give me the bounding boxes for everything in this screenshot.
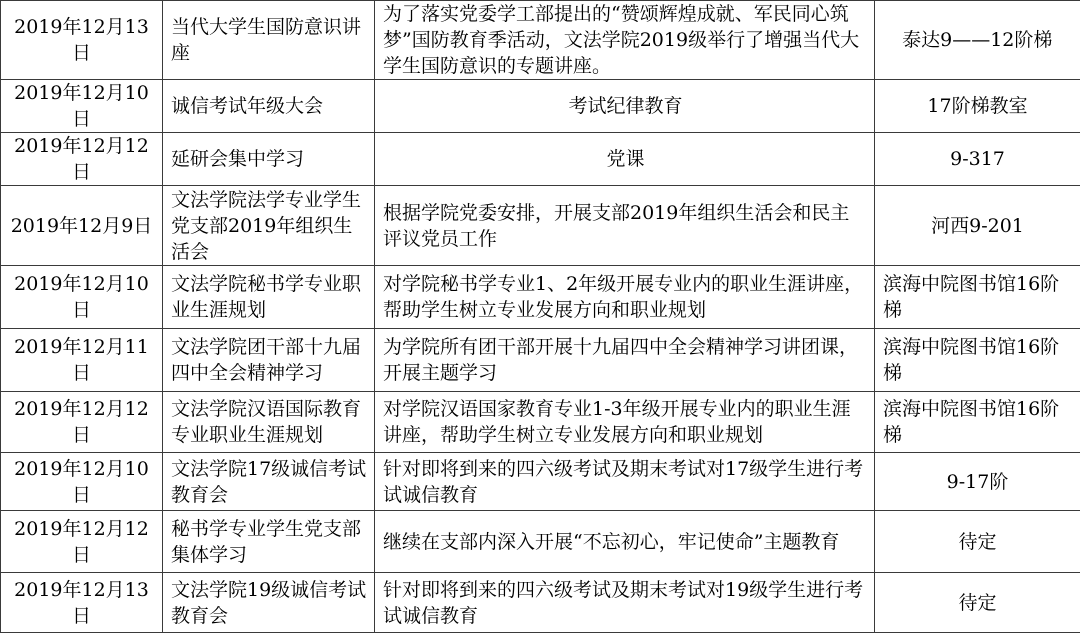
date-cell: 2019年12月10日 [1,266,163,329]
activity-name-cell: 秘书学专业学生党支部集体学习 [163,511,375,573]
location-cell: 9-17阶 [875,453,1080,511]
date-cell: 2019年12月13日 [1,1,163,80]
activity-name-cell: 诚信考试年级大会 [163,80,375,133]
content-cell: 针对即将到来的四六级考试及期末考试对19级学生进行考试诚信教育 [375,573,875,633]
activity-name-cell: 文法学院秘书学专业职业生涯规划 [163,266,375,329]
activity-name-cell: 文法学院法学专业学生党支部2019年组织生活会 [163,186,375,266]
table-row [1,453,1080,511]
content-cell: 党课 [375,133,875,186]
location-cell: 17阶梯教室 [875,80,1080,133]
activity-name-cell: 延研会集中学习 [163,133,375,186]
date-cell: 2019年12月10日 [1,80,163,133]
activity-name-cell: 文法学院团干部十九届四中全会精神学习 [163,329,375,392]
table-row [1,266,1080,329]
location-cell: 河西9-201 [875,186,1080,266]
location-cell: 滨海中院图书馆16阶梯 [875,392,1080,453]
date-cell: 2019年12月12日 [1,511,163,573]
location-cell: 待定 [875,573,1080,633]
location-cell: 滨海中院图书馆16阶梯 [875,329,1080,392]
location-cell: 泰达9——12阶梯 [875,1,1080,80]
table-row [1,392,1080,453]
table-row [1,1,1080,80]
content-cell: 为学院所有团干部开展十九届四中全会精神学习讲团课，开展主题学习 [375,329,875,392]
date-cell: 2019年12月9日 [1,186,163,266]
activity-name-cell: 当代大学生国防意识讲座 [163,1,375,80]
date-cell: 2019年12月13日 [1,573,163,633]
content-cell: 考试纪律教育 [375,80,875,133]
table-row [1,511,1080,573]
location-cell: 待定 [875,511,1080,573]
table-row [1,133,1080,186]
content-cell: 为了落实党委学工部提出的“赞颂辉煌成就、军民同心筑梦”国防教育季活动，文法学院2019级举行了增强当代大学生国防意识的专题讲座。 [375,1,875,80]
content-cell: 继续在支部内深入开展“不忘初心，牢记使命”主题教育 [375,511,875,573]
content-cell: 针对即将到来的四六级考试及期末考试对17级学生进行考试诚信教育 [375,453,875,511]
date-cell: 2019年12月12日 [1,133,163,186]
content-cell: 对学院汉语国家教育专业1-3年级开展专业内的职业生涯讲座，帮助学生树立专业发展方向和职业规划 [375,392,875,453]
date-cell: 2019年12月10日 [1,453,163,511]
table-row [1,80,1080,133]
content-cell: 对学院秘书学专业1、2年级开展专业内的职业生涯讲座，帮助学生树立专业发展方向和职业规划 [375,266,875,329]
table-row [1,329,1080,392]
date-cell: 2019年12月12日 [1,392,163,453]
location-cell: 滨海中院图书馆16阶梯 [875,266,1080,329]
location-cell: 9-317 [875,133,1080,186]
table-row [1,573,1080,633]
content-cell: 根据学院党委安排，开展支部2019年组织生活会和民主评议党员工作 [375,186,875,266]
table-row [1,186,1080,266]
activity-name-cell: 文法学院17级诚信考试教育会 [163,453,375,511]
activity-name-cell: 文法学院汉语国际教育专业职业生涯规划 [163,392,375,453]
date-cell: 2019年12月11日 [1,329,163,392]
activity-name-cell: 文法学院19级诚信考试教育会 [163,573,375,633]
